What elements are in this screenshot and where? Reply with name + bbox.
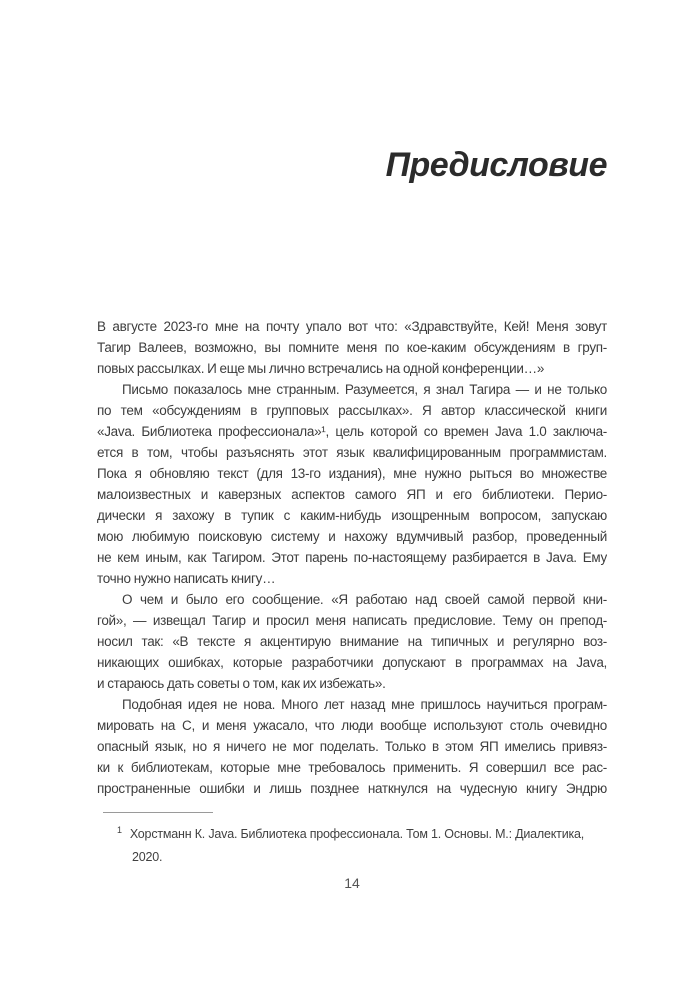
footnote bbox=[117, 823, 609, 868]
chapter-title: Предисловие bbox=[385, 146, 607, 184]
footnote-separator bbox=[103, 812, 213, 813]
footnote-text: Хорстманн К. Java. Библиотека профессионала. Том 1. Основы. М.: Диалектика, bbox=[129, 827, 585, 841]
text-line: мою любимую поисковую систему и нахожу вдумчивый разбор, проведенный bbox=[97, 529, 607, 544]
text-line: опасный язык, но я ничего не мог поделать. Только в этом ЯП имелись привяз- bbox=[97, 739, 607, 754]
body-text bbox=[97, 316, 607, 799]
text-line: дически я захожу в тупик с каким-нибудь изощренным вопросом, запускаю bbox=[97, 508, 607, 523]
page-number: 14 bbox=[344, 875, 360, 891]
footnote-text-continued: 2020. bbox=[132, 850, 163, 864]
text-line: не кем иным, как Тагиром. Этот парень по-настоящему разбирается в Java. Ему bbox=[97, 550, 607, 565]
text-line: точно нужно написать книгу… bbox=[97, 571, 276, 586]
text-line: никающих ошибках, которые разработчики допускают в программах на Java, bbox=[97, 655, 607, 670]
text-line: ки к библиотекам, которые мне требовалось применить. Я совершил все рас- bbox=[97, 760, 607, 775]
text-line: Тагир Валеев, возможно, вы помните меня по кое-каким обсуждениям в груп- bbox=[97, 340, 607, 355]
text-line: Подобная идея не нова. Много лет назад мне пришлось научиться програм- bbox=[122, 697, 607, 712]
text-line: Письмо показалось мне странным. Разумеется, я знал Тагира — и не только bbox=[122, 382, 607, 397]
text-line: носил так: «В тексте я акцентирую внимание на типичных и регулярно воз- bbox=[97, 634, 607, 649]
text-line: пространенные ошибки и лишь позднее наткнулся на чудесную книгу Эндрю bbox=[97, 781, 607, 796]
text-line: О чем и было его сообщение. «Я работаю над своей самой первой кни- bbox=[122, 592, 607, 607]
text-line: В августе 2023-го мне на почту упало вот что: «Здравствуйте, Кей! Меня зовут bbox=[97, 319, 607, 334]
text-line: по тем «обсуждениям в групповых рассылках». Я автор классической книги bbox=[97, 403, 607, 418]
text-line: малоизвестных и каверзных аспектов самого ЯП и его библиотеки. Перио- bbox=[97, 487, 607, 502]
text-line: «Java. Библиотека профессионала»¹, цель которой со времен Java 1.0 заключа- bbox=[97, 424, 607, 439]
footnote-marker: 1 bbox=[117, 825, 122, 835]
text-line: ется в том, чтобы разъяснять этот язык квалифицированным программистам. bbox=[97, 445, 607, 460]
footnote-line bbox=[117, 823, 609, 846]
text-line: гой», — извещал Тагир и просил меня написать предисловие. Тему он препод- bbox=[97, 613, 607, 628]
text-line: Пока я обновляю текст (для 13-го издания), мне нужно рыться во множестве bbox=[97, 466, 607, 481]
text-line: и стараюсь дать советы о том, как их избежать». bbox=[97, 676, 386, 691]
text-line: повых рассылках. И еще мы лично встречались на одной конференции…» bbox=[97, 361, 545, 376]
text-line: мировать на C, и меня ужасало, что люди вообще используют столь очевидно bbox=[97, 718, 607, 733]
